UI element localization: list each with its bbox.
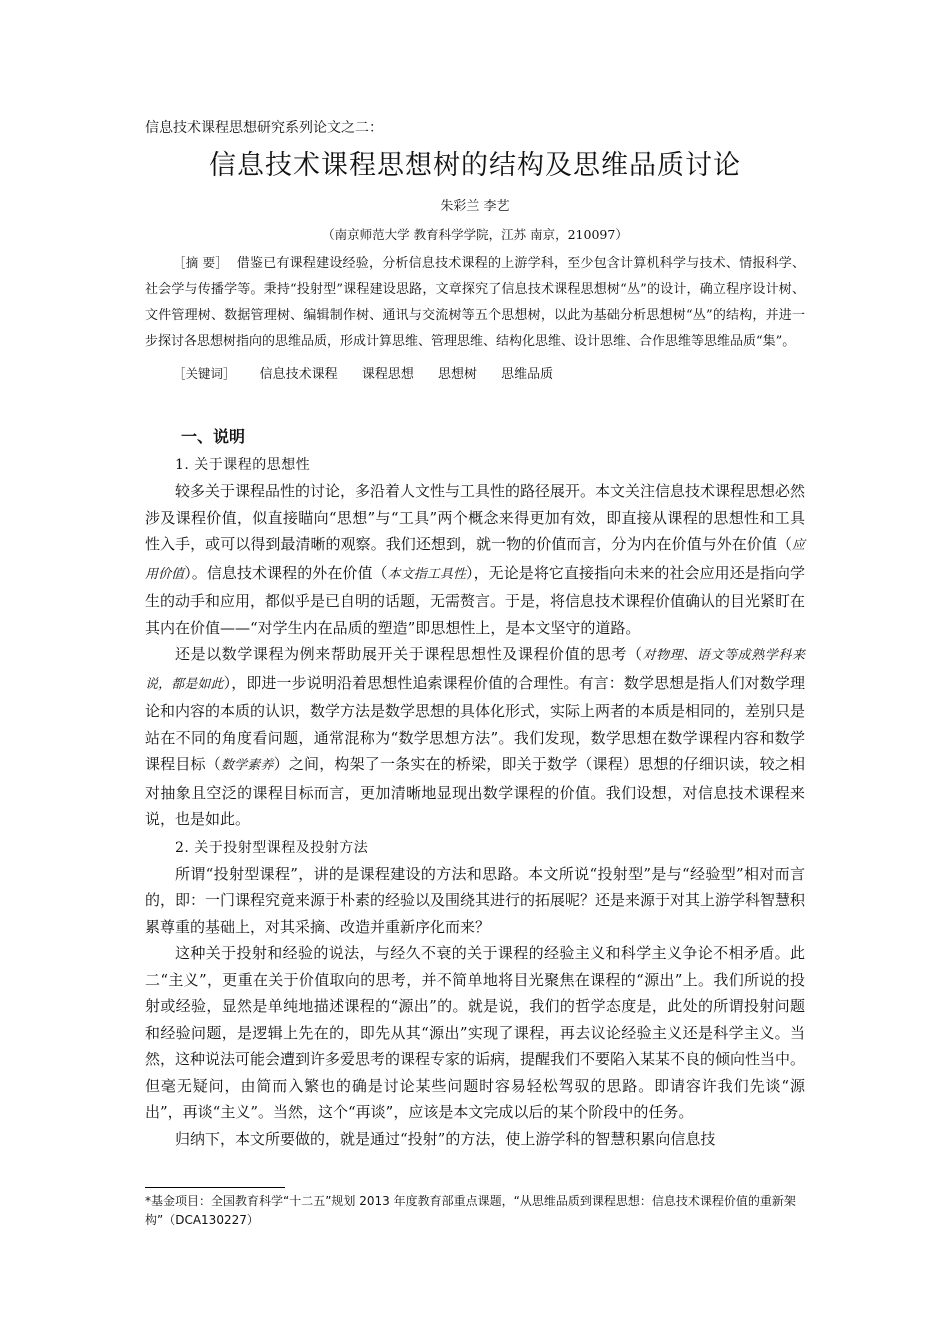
- footnote-divider: [145, 1187, 285, 1188]
- keywords-label: ［关键词］: [173, 366, 236, 381]
- paragraph-2: 还是以数学课程为例来帮助展开关于课程思想性及课程价值的思考（对物理、语文等成熟学科来说，都是如此），即进一步说明沿着思想性追索课程价值的合理性。有言：数学思想是指人们对数学理论和内容的本质的认识，数学方法是数学思想的具体化形式，实际上两者的本质是相同的，差别只是站在不同的角度看问题，通常混称为“数学思想方法”。我们发现，数学思想在数学课程内容和数学课程目标（数学素养）之间，构架了一条实在的桥梁，即关于数学（课程）思想的仔细识读，较之相对抽象且空泛的课程目标而言，更加清晰地显现出数学课程的价值。我们设想，对信息技术课程来说，也是如此。: [145, 645, 806, 828]
- subsection-heading-2: 2. 关于投射型课程及投射方法: [175, 839, 369, 856]
- keyword-item: 思想树: [437, 367, 477, 382]
- paper-title: 信息技术课程思想树的结构及思维品质讨论: [209, 150, 741, 181]
- subsection-heading-1: 1. 关于课程的思想性: [175, 457, 311, 473]
- paragraph-5: 归纳下，本文所要做的，就是通过“投射”的方法，使上游学科的智慧积累向信息技: [175, 1129, 716, 1148]
- affiliation: （南京师范大学 教育科学学院，江苏 南京，210097）: [322, 227, 628, 242]
- keyword-item: 信息技术课程: [259, 367, 338, 382]
- abstract-text: 借鉴已有课程建设经验，分析信息技术课程的上游学科，至少包含计算机科学与技术、情报科学、社会学与传播学等。秉持“投射型”课程建设思路，文章探究了信息技术课程思想树“丛”的设计，确立程序设计树、文件管理树、数据管理树、编辑制作树、通讯与交流树等五个思想树，以此为基础分析思想树“丛”的结构，并进一步探讨各思想树指向的思维品质，形成计算思维、管理思维、结构化思维、设计思维、合作思维等思维品质“集”。: [145, 256, 805, 349]
- keyword-item: 课程思想: [361, 367, 414, 382]
- paragraph-1: 较多关于课程品性的讨论，多沿着人文性与工具性的路径展开。本文关注信息技术课程思想必然涉及课程价值，似直接瞄向“思想”与“工具”两个概念来得更加有效，即直接从课程的思想性和工具性入手，或可以得到最清晰的观察。我们还想到，就一物的价值而言，分为内在价值与外在价值（应用价值）。信息技术课程的外在价值（本文指工具性），无论是将它直接指向未来的社会应用还是指向学生的动手和应用，都似乎是已自明的话题，无需赘言。于是，将信息技术课程价值确认的目光紧盯在其内在价值——“对学生内在品质的塑造”即思想性上，是本文坚守的道路。: [145, 482, 806, 637]
- section-heading: 一、说明: [181, 427, 246, 446]
- footnote: *基金项目：全国教育科学“十二五”规划 2013 年度教育部重点课题，“从思维品质到课程思想：信息技术课程价值的重新架构”（DCA130227）: [145, 1194, 796, 1227]
- paper-page: [145, 118, 805, 1152]
- authors: 朱彩兰 李艺: [440, 199, 510, 214]
- paragraph-4: 这种关于投射和经验的说法，与经久不衰的关于课程的经验主义和科学主义争论不相矛盾。此二“主义”，更重在关于价值取向的思考，并不简单地将目光聚焦在课程的“源出”上。我们所说的投射或经验，显然是单纯地描述课程的“源出”的。就是说，我们的哲学态度是，此处的所谓投射问题和经验问题，是逻辑上先在的，即先从其“源出”实现了课程，再去议论经验主义还是科学主义。当然，这种说法可能会遭到许多爱思考的课程专家的诟病，提醒我们不要陷入某某不良的倾向性当中。但毫无疑问，由简而入繁也的确是讨论某些问题时容易轻松驾驭的思路。即请容许我们先谈“源出”，再谈“主义”。当然，这个“再谈”，应该是本文完成以后的某个阶段中的任务。: [145, 944, 806, 1121]
- abstract-label: ［摘 要］: [173, 255, 229, 270]
- series-label: 信息技术课程思想研究系列论文之二：: [145, 120, 383, 136]
- keywords: [173, 361, 805, 388]
- abstract: [145, 250, 805, 355]
- paragraph-3: 所谓“投射型课程”，讲的是课程建设的方法和思路。本文所说“投射型”是与“经验型”相对而言的，即：一门课程究竟来源于朴素的经验以及围绕其进行的拓展呢？还是来源于对其上游学科智慧积累尊重的基础上，对其采摘、改造并重新序化而来？: [145, 864, 806, 936]
- keyword-item: 思维品质: [501, 367, 554, 382]
